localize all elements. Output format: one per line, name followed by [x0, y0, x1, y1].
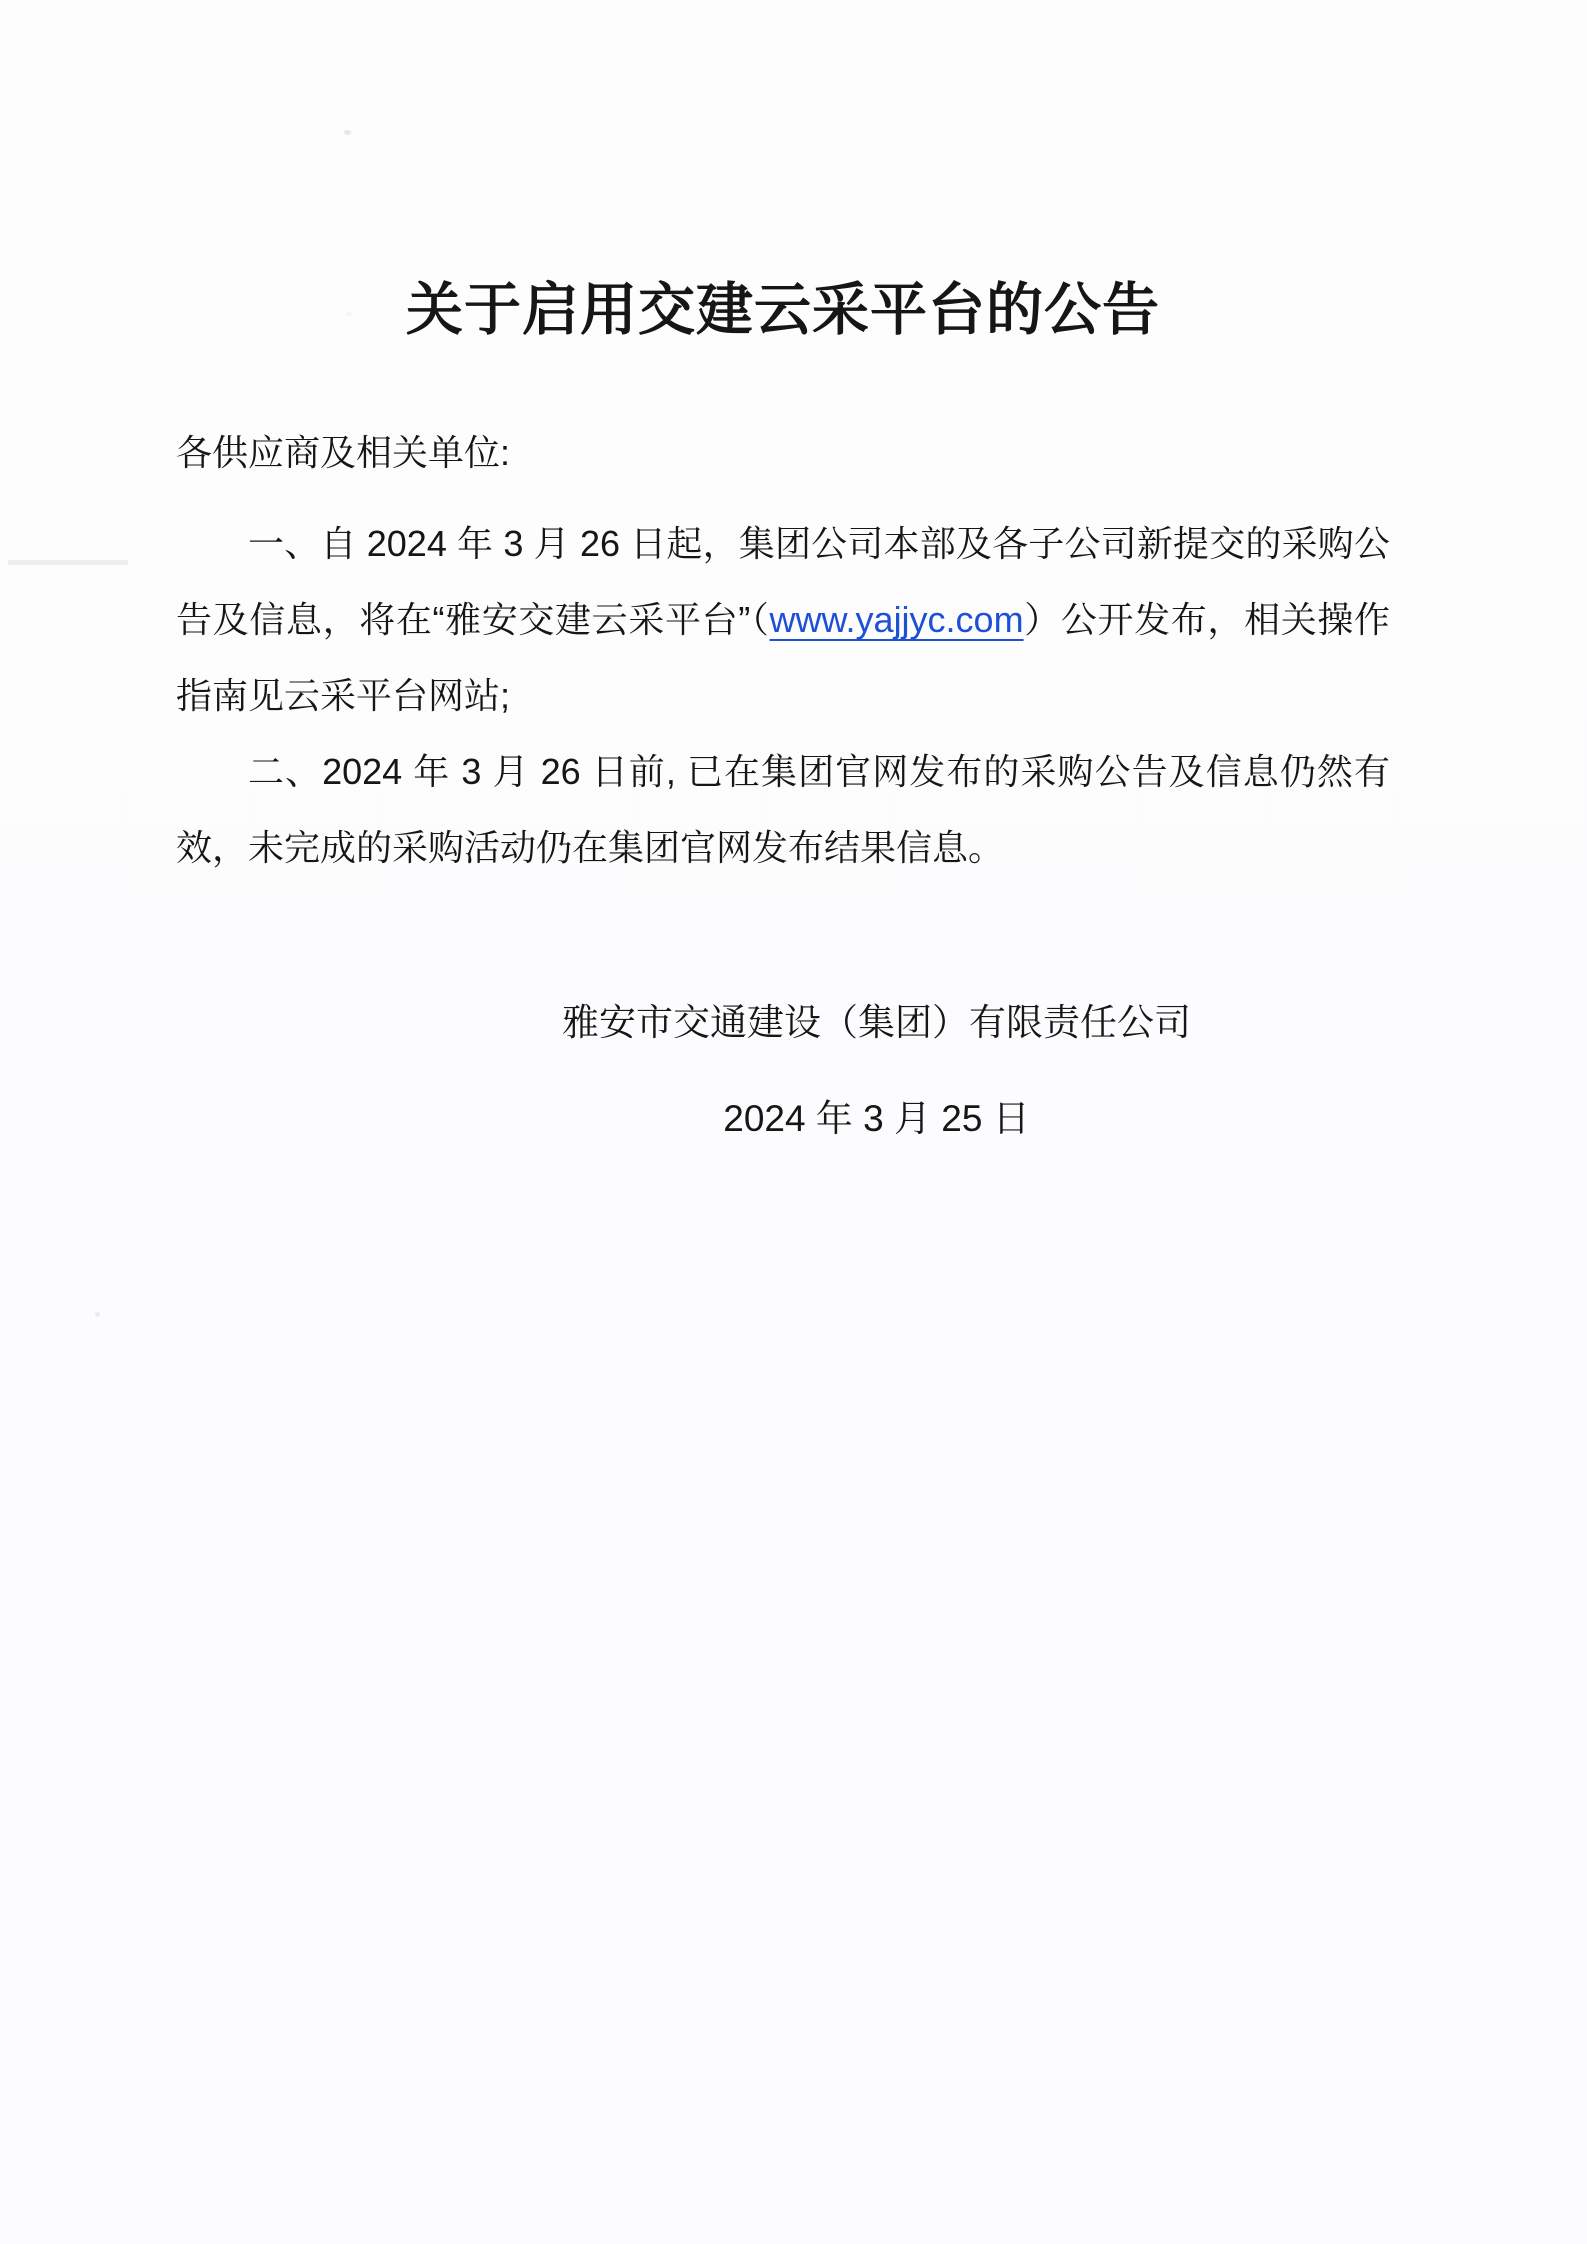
salutation-line: 各供应商及相关单位:	[176, 432, 511, 473]
announcement-body	[176, 415, 1390, 886]
scan-speck	[8, 560, 128, 565]
paragraph-1-text-before-link: 一、自 2024 年 3 月 26 日起，集团公司本部及各子公司新提交的采购公告及信息，将在“雅安交建云采平台”（	[176, 523, 1390, 640]
paragraph-2: 二、2024 年 3 月 26 日前, 已在集团官网发布的采购公告及信息仍然有效，未完成的采购活动仍在集团官网发布结果信息。	[176, 751, 1390, 868]
scan-speck	[95, 1312, 100, 1317]
signature-date: 2024 年 3 月 25 日	[723, 1098, 1030, 1139]
signature-block	[562, 1000, 1191, 1142]
platform-url-link[interactable]: www.yajjyc.com	[769, 599, 1024, 640]
scan-speck	[344, 130, 351, 135]
paragraph-1-text-after-link: ）公开发布，相关操作指南见云采平台网站;	[176, 599, 1390, 716]
company-signature: 雅安市交通建设（集团）有限责任公司	[562, 1002, 1191, 1043]
announcement-title: 关于启用交建云采平台的公告	[406, 278, 1160, 343]
paragraph-1	[176, 506, 1390, 734]
